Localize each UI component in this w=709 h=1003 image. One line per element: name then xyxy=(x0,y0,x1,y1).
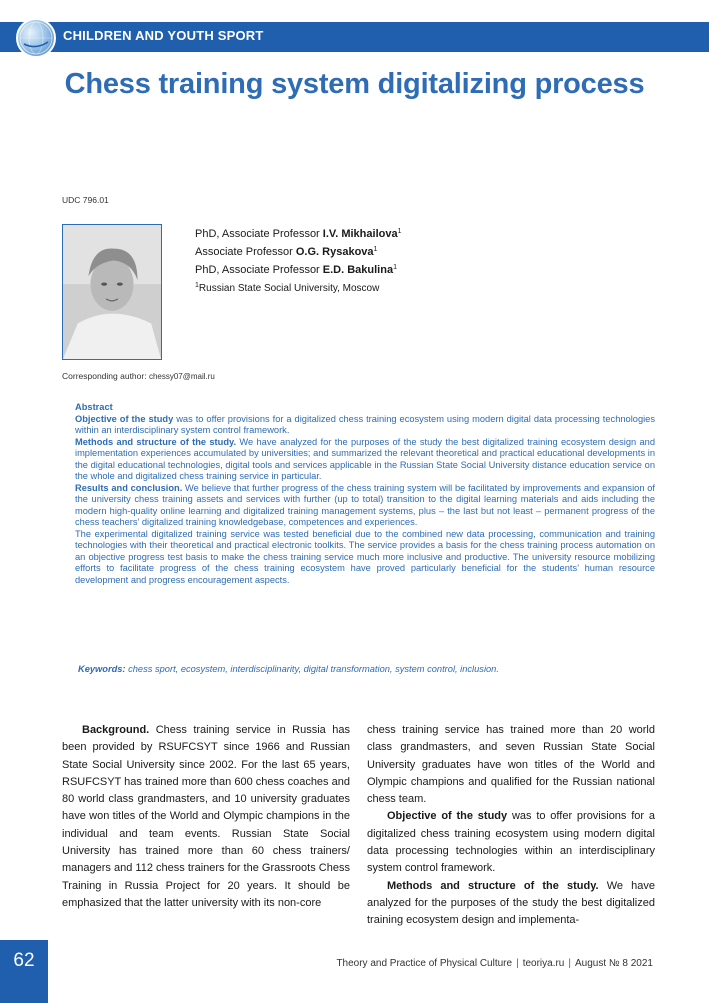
body-column-left xyxy=(62,722,350,912)
author-name: E.D. Bakulina xyxy=(322,264,394,276)
author-line: PhD, Associate Professor E.D. Bakulina$^1$ xyxy=(195,264,397,276)
abstract-paragraph: The experimental digitalized training service was tested beneficial due to the combined new data processing, communication and training technologies with their theoretical and practical electronic toolkits. The service provides a basis for the chess training process automation on an objective progress test basis to make the chess training service much more inclusive and productive. The university resource mobilizing efforts to facilitate progress of the chess training ecosystem have proved particularly beneficial for the students’ human resource development and progress encouragement aspects. xyxy=(75,528,655,585)
objective-paragraph: Objective of the study was to offer provisions for a digitalized chess training ecosystem using modern digital data processing technologies within an interdisciplinary system control framework. xyxy=(367,810,655,875)
author-list xyxy=(195,224,401,296)
affiliation: $^1$Russian State Social University, Moscow xyxy=(195,282,380,294)
body-column-right xyxy=(367,722,655,930)
footer-citation: Theory and Practice of Physical Culture | teoriya.ru | August № 8 2021 xyxy=(336,958,653,969)
author-name: I.V. Mikhailova xyxy=(322,228,398,240)
page-number: 62 xyxy=(13,950,35,971)
globe-logo-icon xyxy=(16,18,56,58)
abstract-heading: Abstract xyxy=(75,402,113,412)
abstract-objective: Objective of the study was to offer provisions for a digitalized chess training ecosystem using modern digital data processing technologies within an interdisciplinary system control framework. xyxy=(75,413,655,435)
continued-paragraph: chess training service has trained more than 20 world class grandmasters, and seven Russian State Social University graduates have won titles of the World and Olympic champions and qualified for the Russian national chess team. xyxy=(367,724,655,806)
abstract xyxy=(75,402,655,586)
corresponding-author: Corresponding author: chessy07@mail.ru xyxy=(62,371,215,381)
udc-code: UDC 796.01 xyxy=(62,195,109,205)
author-name: O.G. Rysakova xyxy=(295,246,374,258)
section-label: CHILDREN AND YOUTH SPORT xyxy=(63,28,264,43)
author-line: Associate Professor O.G. Rysakova$^1$ xyxy=(195,246,378,258)
abstract-results: Results and conclusion. We believe that further progress of the chess training system will be facilitated by improvements and expansion of the university chess training assets and services with further (up to total) transition to the digital learning materials and aids including the modern high-quality online learning and digitalized training management systems, plus – the last but not least – permanent progress of the chess teachers’ digitalized training knowledgebase, competences and experiences. xyxy=(75,482,656,527)
author-line: PhD, Associate Professor I.V. Mikhailova$^1$ xyxy=(195,228,402,240)
abstract-methods: Methods and structure of the study. We have analyzed for the purposes of the study the best digitalized training ecosystem design and implementation experiences accumulated by universities; and summarized the relevant theoretical and practical educational developments in the digital educational technologies, digital tools and services applicable in the Russian State Social University distance education service on the whole and digitalized chess training service in particular. xyxy=(75,436,655,481)
author-email[interactable]: chessy07@mail.ru xyxy=(148,372,215,381)
keywords: Keywords: chess sport, ecosystem, interdisciplinarity, digital transformation, system control, inclusion. xyxy=(78,664,499,674)
keywords-label: Keywords: xyxy=(78,664,126,674)
article-title: Chess training system digitalizing process xyxy=(64,68,645,100)
background-paragraph: Background. Chess training service in Russia has been provided by RSUFCSYT since 1966 and Russian State Social University since 2002. For the last 65 years, RSUFCSYT has trained more than 600 chess coaches and 80 world class grandmasters, and 10 university graduates have won titles of the World and Olympic champions in the individual and team events. Russian State Social University has trained more than 60 chess trainers/ managers and 112 chess trainers for the Grassroots Chess Training in Russia Project for 20 years. It should be emphasized that the latter university with its non-core xyxy=(62,724,350,909)
methods-paragraph: Methods and structure of the study. We have analyzed for the purposes of the study the best digitalized training ecosystem design and implementa- xyxy=(367,879,655,927)
author-photo xyxy=(62,224,162,360)
